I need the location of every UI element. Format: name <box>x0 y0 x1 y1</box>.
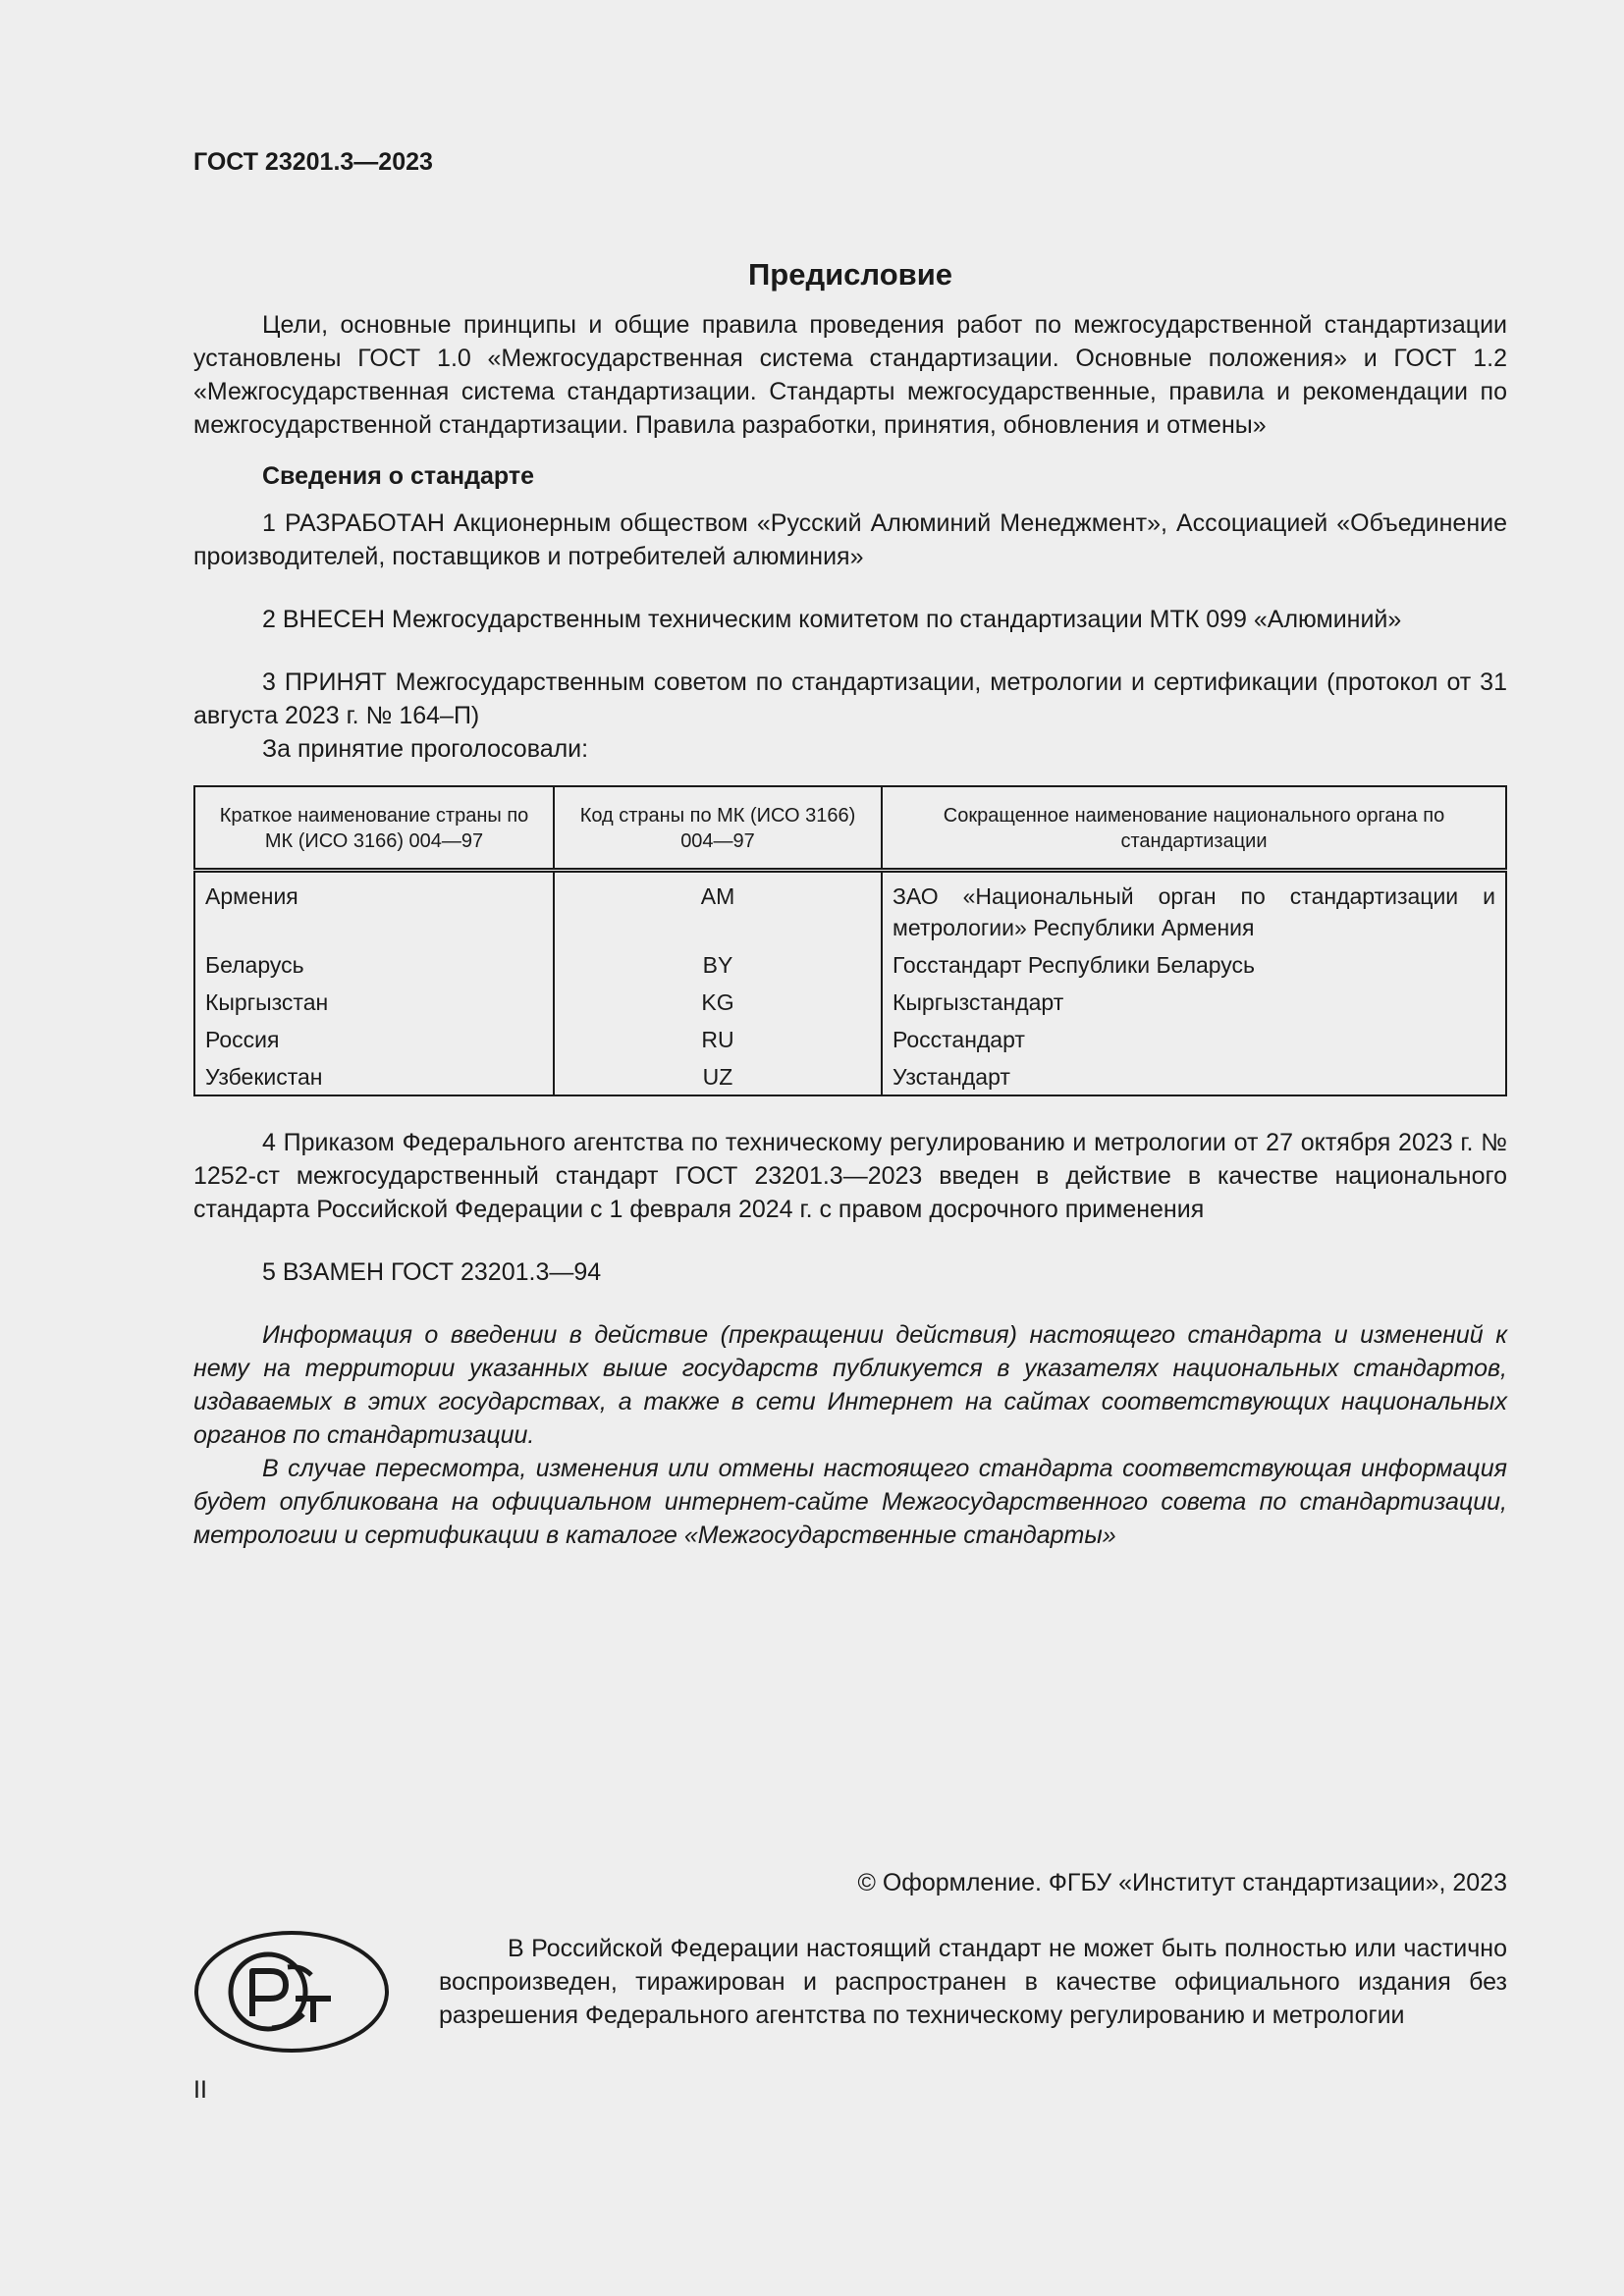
country-cell: Армения <box>194 871 554 948</box>
country-cell: Россия <box>194 1022 554 1059</box>
reproduction-notice: В Российской Федерации настоящий стандарт не может быть полностью или частично воспроизведен, тиражирован и распространен в качестве официального издания без разрешения Федерального агентства по техническому регулированию и метрологии <box>439 1935 1507 2029</box>
country-cell: Кыргызстан <box>194 985 554 1022</box>
item-developed: 1 РАЗРАБОТАН Акционерным обществом «Русский Алюминий Менеджмент», Ассоциацией «Объединение производителей, поставщиков и потребителей алюминия» <box>193 509 1507 570</box>
info-paragraph: Информация о введении в действие (прекращении действия) настоящего стандарта и изменений к нему на территории указанных выше государств публикуется в указателях национальных стандартов, издаваемых в этих государствах, а также в сети Интернет на сайтах соответствующих национальных органов по стандартизации. <box>193 1321 1507 1449</box>
table-row <box>194 1059 1506 1095</box>
column-header-body: Сокращенное наименование национального органа по стандартизации <box>882 786 1506 871</box>
body-cell: Госстандарт Республики Беларусь <box>893 952 1256 978</box>
item-adopted: 3 ПРИНЯТ Межгосударственным советом по стандартизации, метрологии и сертификации (протокол от 31 августа 2023 г. № 164–П) <box>193 668 1507 729</box>
page-number: II <box>193 2076 207 2104</box>
body-cell: Кыргызстандарт <box>893 989 1064 1015</box>
section-heading: Сведения о стандарте <box>262 462 535 490</box>
table-row <box>194 871 1506 948</box>
voted-label: За принятие проголосовали: <box>262 735 589 763</box>
country-cell: Узбекистан <box>194 1059 554 1095</box>
body-cell: ЗАО «Национальный орган по стандартизации и метрологии» Республики Армения <box>893 883 1495 940</box>
code-cell: KG <box>554 985 882 1022</box>
document-page <box>193 145 1507 1552</box>
column-header-code: Код страны по МК (ИСО 3166) 004—97 <box>554 786 882 871</box>
code-cell: RU <box>554 1022 882 1059</box>
intro-paragraph: Цели, основные принципы и общие правила проведения работ по межгосударственной стандартизации установлены ГОСТ 1.0 «Межгосударственная система стандартизации. Основные положения» и ГОСТ 1.2 «Межгосударственная система стандартизации. Стандарты межгосударственные, правила и рекомендации по межгосударственной стандартизации. Правила разработки, принятия, обновления и отмены» <box>193 311 1507 439</box>
table-header-row <box>194 786 1506 871</box>
revision-paragraph: В случае пересмотра, изменения или отмены настоящего стандарта соответствующая информация будет опубликована на официальном интернет-сайте Межгосударственного совета по стандартизации, метрологии и сертификации в каталоге «Межгосударственные стандарты» <box>193 1455 1507 1549</box>
copyright-line: © Оформление. ФГБУ «Институт стандартизации», 2023 <box>857 1869 1507 1896</box>
table-row <box>194 985 1506 1022</box>
code-cell: UZ <box>554 1059 882 1095</box>
body-cell: Узстандарт <box>893 1064 1010 1090</box>
rst-certification-mark-icon <box>193 1930 390 2054</box>
country-cell: Беларусь <box>194 947 554 985</box>
table-row <box>194 947 1506 985</box>
body-cell: Росстандарт <box>893 1027 1025 1052</box>
document-code: ГОСТ 23201.3—2023 <box>193 148 433 176</box>
item-order: 4 Приказом Федерального агентства по техническому регулированию и метрологии от 27 октября 2023 г. № 1252-ст межгосударственный стандарт ГОСТ 23201.3—2023 введен в действие в качестве национального стандарта Российской Федерации с 1 февраля 2024 г. с правом досрочного применения <box>193 1129 1507 1223</box>
page-title: Предисловие <box>747 257 952 292</box>
item-replaces: 5 ВЗАМЕН ГОСТ 23201.3—94 <box>262 1258 602 1286</box>
item-introduced: 2 ВНЕСЕН Межгосударственным техническим комитетом по стандартизации МТК 099 «Алюминий» <box>262 606 1402 633</box>
code-cell: BY <box>554 947 882 985</box>
column-header-country: Краткое наименование страны по МК (ИСО 3166) 004—97 <box>194 786 554 871</box>
table-row <box>194 1022 1506 1059</box>
voting-countries-table <box>193 785 1507 1096</box>
code-cell: AM <box>554 871 882 948</box>
